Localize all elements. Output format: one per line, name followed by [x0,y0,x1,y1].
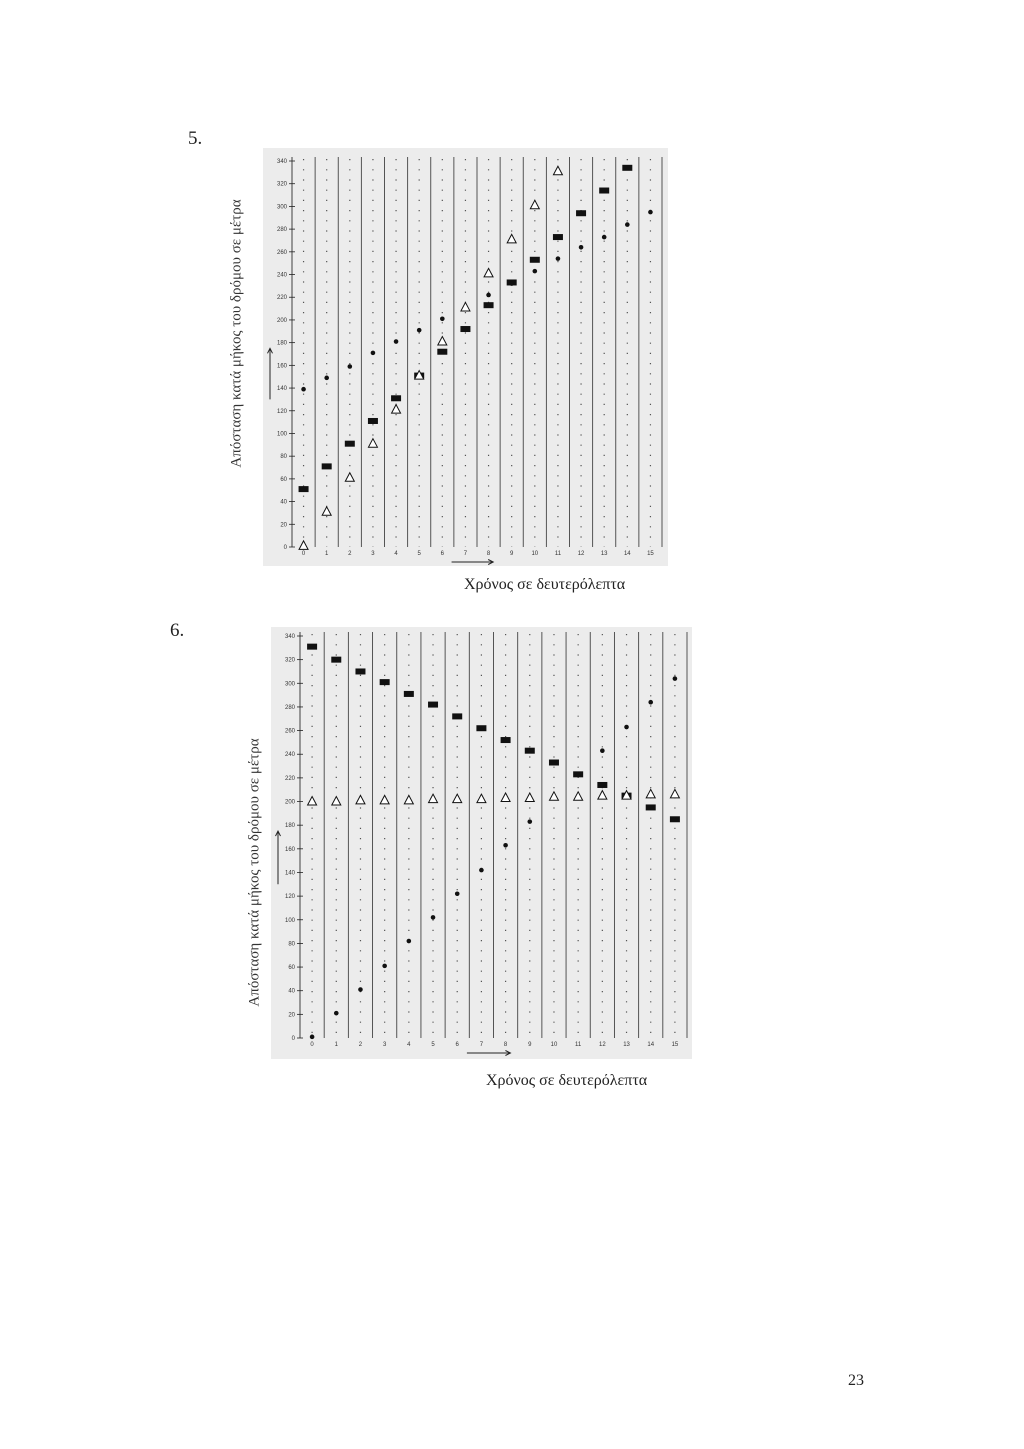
chart6-x-tick-label: 9 [528,1042,532,1048]
chart6-y-tick-label: 260 [284,728,295,735]
chart5-car-rect-marker [345,441,355,447]
chart6-car-triangle-marker [646,789,655,798]
chart5-x-tick-label: 12 [577,551,585,557]
chart6-x-tick-label: 0 [310,1042,314,1048]
chart6-car-dot-marker [673,676,678,681]
chart5-car-triangle-marker [299,541,308,550]
chart6-car-rect-marker [646,804,656,810]
chart6-car-dot-marker [479,868,484,873]
chart6-y-tick-label: 60 [288,965,295,972]
chart5-car-dot-marker [348,364,353,369]
chart5-x-tick-label: 10 [531,551,539,557]
figure-5-x-axis-title: Χρόνος σε δευτερόλεπτα [464,576,626,593]
page-number: 23 [848,1372,864,1389]
chart6-car-triangle-marker [501,793,510,802]
chart6-car-triangle-marker [332,797,341,806]
chart6-car-rect-marker [476,725,486,731]
figure-6-x-axis-title: Χρόνος σε δευτερόλεπτα [486,1072,648,1089]
chart6-car-triangle-marker [598,791,607,800]
chart5-x-tick-label: 9 [510,551,514,557]
chart5-car-rect-marker [322,463,332,469]
chart6-x-tick-label: 2 [358,1042,363,1048]
chart6-car-dot-marker [431,915,436,920]
chart5-x-tick-label: 11 [554,551,562,557]
chart5-x-tick-label: 0 [301,551,306,557]
chart6-car-triangle-marker [453,794,462,803]
chart5-y-tick-label: 240 [276,272,287,279]
chart6-car-rect-marker [501,737,511,743]
chart5-car-rect-marker [299,486,309,492]
chart6-car-dot-marker [624,725,629,730]
chart5-x-tick-label: 7 [463,551,468,557]
chart5-car-dot-marker [625,222,630,227]
chart6-y-tick-label: 200 [284,799,295,806]
figure-6-number: 6. [170,620,185,641]
chart6-y-tick-label: 180 [284,823,295,830]
chart6-y-tick-label: 140 [284,870,295,877]
chart5-car-dot-marker [579,245,584,250]
chart6-y-tick-label: 0 [291,1036,295,1042]
figure-5-plot [263,148,668,566]
chart6-car-triangle-marker [404,795,413,804]
chart6-x-tick-label: 7 [479,1042,484,1048]
chart6-x-tick-label: 14 [647,1042,655,1048]
chart6-car-dot-marker [310,1035,315,1040]
chart6-car-dot-marker [503,843,508,848]
chart6-car-rect-marker [404,691,414,697]
chart6-car-triangle-marker [525,793,534,802]
chart5-car-triangle-marker [461,302,470,311]
chart6-y-tick-label: 280 [284,704,295,711]
chart5-y-tick-label: 260 [276,249,287,256]
chart6-y-tick-label: 160 [284,846,295,853]
chart5-y-tick-label: 200 [276,317,287,324]
chart6-car-triangle-marker [308,797,317,806]
chart5-y-tick-label: 100 [276,431,287,438]
chart6-car-rect-marker [549,760,559,766]
figure-5-y-axis-title: Απόσταση κατά μήκος του δρόμου σε μέτρα [228,199,245,468]
chart5-x-tick-label: 3 [371,551,375,557]
chart5-x-tick-label: 5 [417,551,421,557]
chart6-car-dot-marker [382,964,387,969]
chart5-y-tick-label: 280 [276,227,287,234]
chart5-car-rect-marker [576,210,586,216]
chart6-car-rect-marker [597,782,607,788]
chart5-car-rect-marker [622,165,632,171]
chart6-y-tick-label: 40 [288,988,295,995]
chart6-car-dot-marker [407,939,412,944]
chart6-car-dot-marker [576,772,581,777]
chart6-y-tick-label: 240 [284,752,295,759]
chart5-y-tick-label: 220 [276,295,287,302]
chart5-car-triangle-marker [392,405,401,414]
chart5-car-triangle-marker [438,337,447,346]
chart6-car-rect-marker [670,816,680,822]
chart6-x-tick-label: 15 [671,1042,679,1048]
chart6-x-tick-label: 3 [382,1042,387,1048]
chart5-x-tick-label: 13 [600,551,608,557]
chart5-car-dot-marker [556,256,561,261]
chart6-car-dot-marker [334,1011,339,1016]
chart6-car-dot-marker [600,748,605,753]
chart5-car-rect-marker [530,257,540,263]
chart5-y-tick-label: 180 [276,340,287,347]
chart5-car-rect-marker [484,302,494,308]
chart6-car-rect-marker [428,702,438,708]
chart6-car-rect-marker [525,748,535,754]
chart5-car-triangle-marker [368,439,377,448]
chart5-y-tick-label: 340 [276,159,287,165]
chart5-car-rect-marker [391,395,401,401]
chart5-x-tick-label: 6 [440,551,444,557]
chart6-car-rect-marker [355,668,365,674]
chart6-car-triangle-marker [429,794,438,803]
chart5-car-triangle-marker [507,234,516,243]
chart6-car-dot-marker [358,987,363,992]
chart6-y-tick-label: 300 [284,681,295,688]
figure-6-plot [271,627,692,1059]
chart5-y-tick-label: 320 [276,181,287,188]
figure-6-y-axis-title: Απόσταση κατά μήκος του δρόμου σε μέτρα [246,738,263,1007]
chart6-y-tick-label: 100 [284,917,295,924]
chart5-x-tick-label: 14 [623,551,631,557]
chart5-car-rect-marker [553,234,563,240]
chart5-car-triangle-marker [484,268,493,277]
chart5-car-rect-marker [460,326,470,332]
chart5-car-dot-marker [648,210,653,215]
chart6-car-triangle-marker [670,789,679,798]
chart5-car-dot-marker [371,351,376,356]
chart6-car-triangle-marker [380,795,389,804]
chart5-car-triangle-marker [553,166,562,175]
chart5-y-tick-label: 20 [280,522,287,529]
chart6-car-rect-marker [307,644,317,650]
chart6-y-tick-label: 120 [284,894,295,901]
chart5-x-tick-label: 1 [325,551,329,557]
chart5-y-tick-label: 80 [280,454,287,461]
chart5-y-tick-label: 60 [280,476,287,483]
figure-6-chart [271,627,692,1059]
chart5-x-tick-label: 15 [647,551,654,557]
chart6-car-triangle-marker [477,794,486,803]
chart5-x-tick-label: 8 [486,551,491,557]
chart6-car-rect-marker [331,657,341,663]
chart5-y-tick-label: 120 [276,408,287,415]
chart5-car-dot-marker [509,281,514,286]
chart6-y-tick-label: 220 [284,775,295,782]
chart6-y-tick-label: 340 [284,634,295,640]
chart5-car-dot-marker [440,317,445,322]
chart6-car-rect-marker [380,679,390,685]
chart6-x-tick-label: 6 [455,1042,459,1048]
chart5-car-dot-marker [417,328,422,333]
chart5-y-tick-label: 40 [280,499,287,506]
chart6-x-tick-label: 13 [623,1042,630,1048]
chart5-car-triangle-marker [322,507,331,516]
chart6-x-tick-label: 4 [407,1042,411,1048]
chart6-x-tick-label: 8 [503,1042,508,1048]
chart5-car-rect-marker [437,349,447,355]
chart6-x-tick-label: 10 [550,1042,558,1048]
chart5-car-dot-marker [486,293,491,298]
chart6-car-dot-marker [455,891,460,896]
figure-5-number: 5. [188,128,203,149]
chart5-car-dot-marker [324,376,329,381]
chart6-x-tick-label: 12 [599,1042,606,1048]
chart6-car-triangle-marker [574,792,583,801]
chart5-car-triangle-marker [530,200,539,209]
chart6-car-rect-marker [452,713,462,719]
chart6-car-dot-marker [648,700,653,705]
figure-5-chart [263,148,668,566]
chart6-x-tick-label: 5 [431,1042,435,1048]
chart5-x-tick-label: 4 [394,551,398,557]
chart6-y-tick-label: 320 [284,657,295,664]
chart6-y-tick-label: 20 [288,1012,295,1019]
chart5-car-dot-marker [301,387,306,392]
chart5-car-dot-marker [394,339,399,344]
chart5-car-rect-marker [599,188,609,194]
chart5-car-rect-marker [368,418,378,424]
chart6-y-tick-label: 80 [288,941,295,948]
chart5-car-triangle-marker [345,473,354,482]
chart6-car-triangle-marker [356,795,365,804]
chart6-x-tick-label: 1 [334,1042,338,1048]
chart5-car-dot-marker [533,269,538,274]
chart5-x-tick-label: 2 [348,551,352,557]
chart5-y-tick-label: 140 [276,386,287,393]
chart5-car-dot-marker [602,235,607,240]
chart5-y-tick-label: 160 [276,363,287,370]
chart5-y-tick-label: 300 [276,204,287,211]
chart5-y-tick-label: 0 [283,545,287,551]
chart6-car-triangle-marker [549,792,558,801]
chart6-car-dot-marker [527,819,532,824]
chart6-x-tick-label: 11 [575,1042,582,1048]
